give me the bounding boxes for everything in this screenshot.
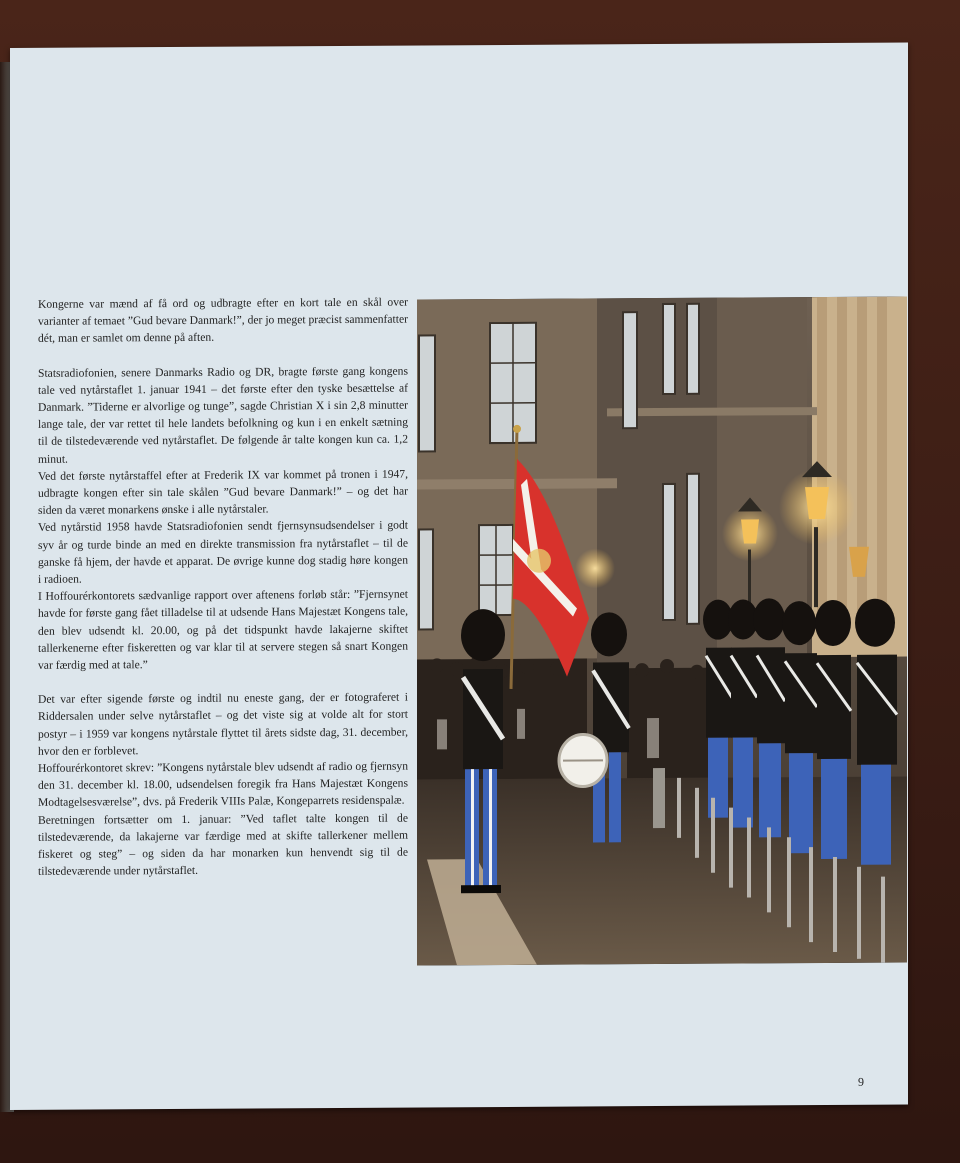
lamp-glow xyxy=(575,548,615,588)
page-number: 9 xyxy=(858,1074,864,1089)
royal-guard-photo xyxy=(417,297,907,966)
paragraph: I Hoffourérkontorets sædvanlige rapport over aftenens forløb står: ”Fjernsynet havde for første gang fået tilladelse til at udsende Hans Majestæt Kongens tale, den blev udsendt kl. 20.00, og på det tidspunkt havde lakajerne skiftet tallerkenerne efter fiskeretten og var klar til at servere stegen så snart Kongen var færdig med at tale.” xyxy=(38,587,408,672)
paragraph: Kongerne var mænd af få ord og udbragte efter en kort tale en skål over varianter af temaet ”Gud bevare Danmark!”, der jo meget præcist sammenfatter dét, man er samlet om denne på aften. xyxy=(38,295,408,346)
photo-illustration xyxy=(417,297,907,966)
paragraph: Hoffourérkontoret skrev: ”Kongens nytårstale blev udsendt af radio og fjernsyn den 31. december kl. 18.00, udsendelsen foregik fra Hans Majestæt Kongens Modtagelsesværelse”, dvs. på Frederik VIIIs Palæ, Kongeparrets residenspalæ. xyxy=(38,759,408,810)
book-page xyxy=(10,43,908,1110)
body-text-column xyxy=(38,294,408,881)
paragraph: Ved det første nytårstaffel efter at Frederik IX var kommet på tronen i 1947, udbragte kongen efter sin tale skålen ”Gud bevare Danmark!” – og det har siden da været monarkens ønske i alle nytårstaler. xyxy=(38,467,408,518)
bollard xyxy=(653,768,665,828)
paragraph: Ved nytårstid 1958 havde Statsradiofonien sendt fjernsynsudsendelser i godt syv år og turde binde an med en direkte transmission fra nytårstaflet – til de ganske få hjem, der havde et apparat. De øvrige kunne dog stadig høre kongen i radioen. xyxy=(38,519,408,586)
paragraph: Det var efter sigende første og indtil nu eneste gang, der er fotograferet i Riddersalen under selve nytårstaflet – og det viste sig at volde alt for stort postyr – i 1959 var kongens nytårstale flyttet til årets sidste dag, 31. december, hvor den er forblevet. xyxy=(38,690,408,758)
paragraph: Statsradiofonien, senere Danmarks Radio og DR, bragte første gang kongens tale ved nytårstaflet 1. januar 1941 – det første efter den tyske besættelse af Danmark. ”Tiderne er alvorlige og tunge”, sagde Christian X i sin 2,8 minutter lange tale, der var rettet til hele landets befolkning og kun i en enkelt sætning til de tilstedeværende ved nytårstaflet. De følgende år talte kongen kun ca. 1,2 minut. xyxy=(38,364,408,466)
paragraph: Beretningen fortsætter om 1. januar: ”Ved taflet talte kongen til de tilstedeværende, da lakajerne var færdige med at skifte tallerkener mellem fiskeret og steg” – og siden da har monarken kun henvendt sig til de tilstedeværende under nytårstaflet. xyxy=(38,811,408,879)
